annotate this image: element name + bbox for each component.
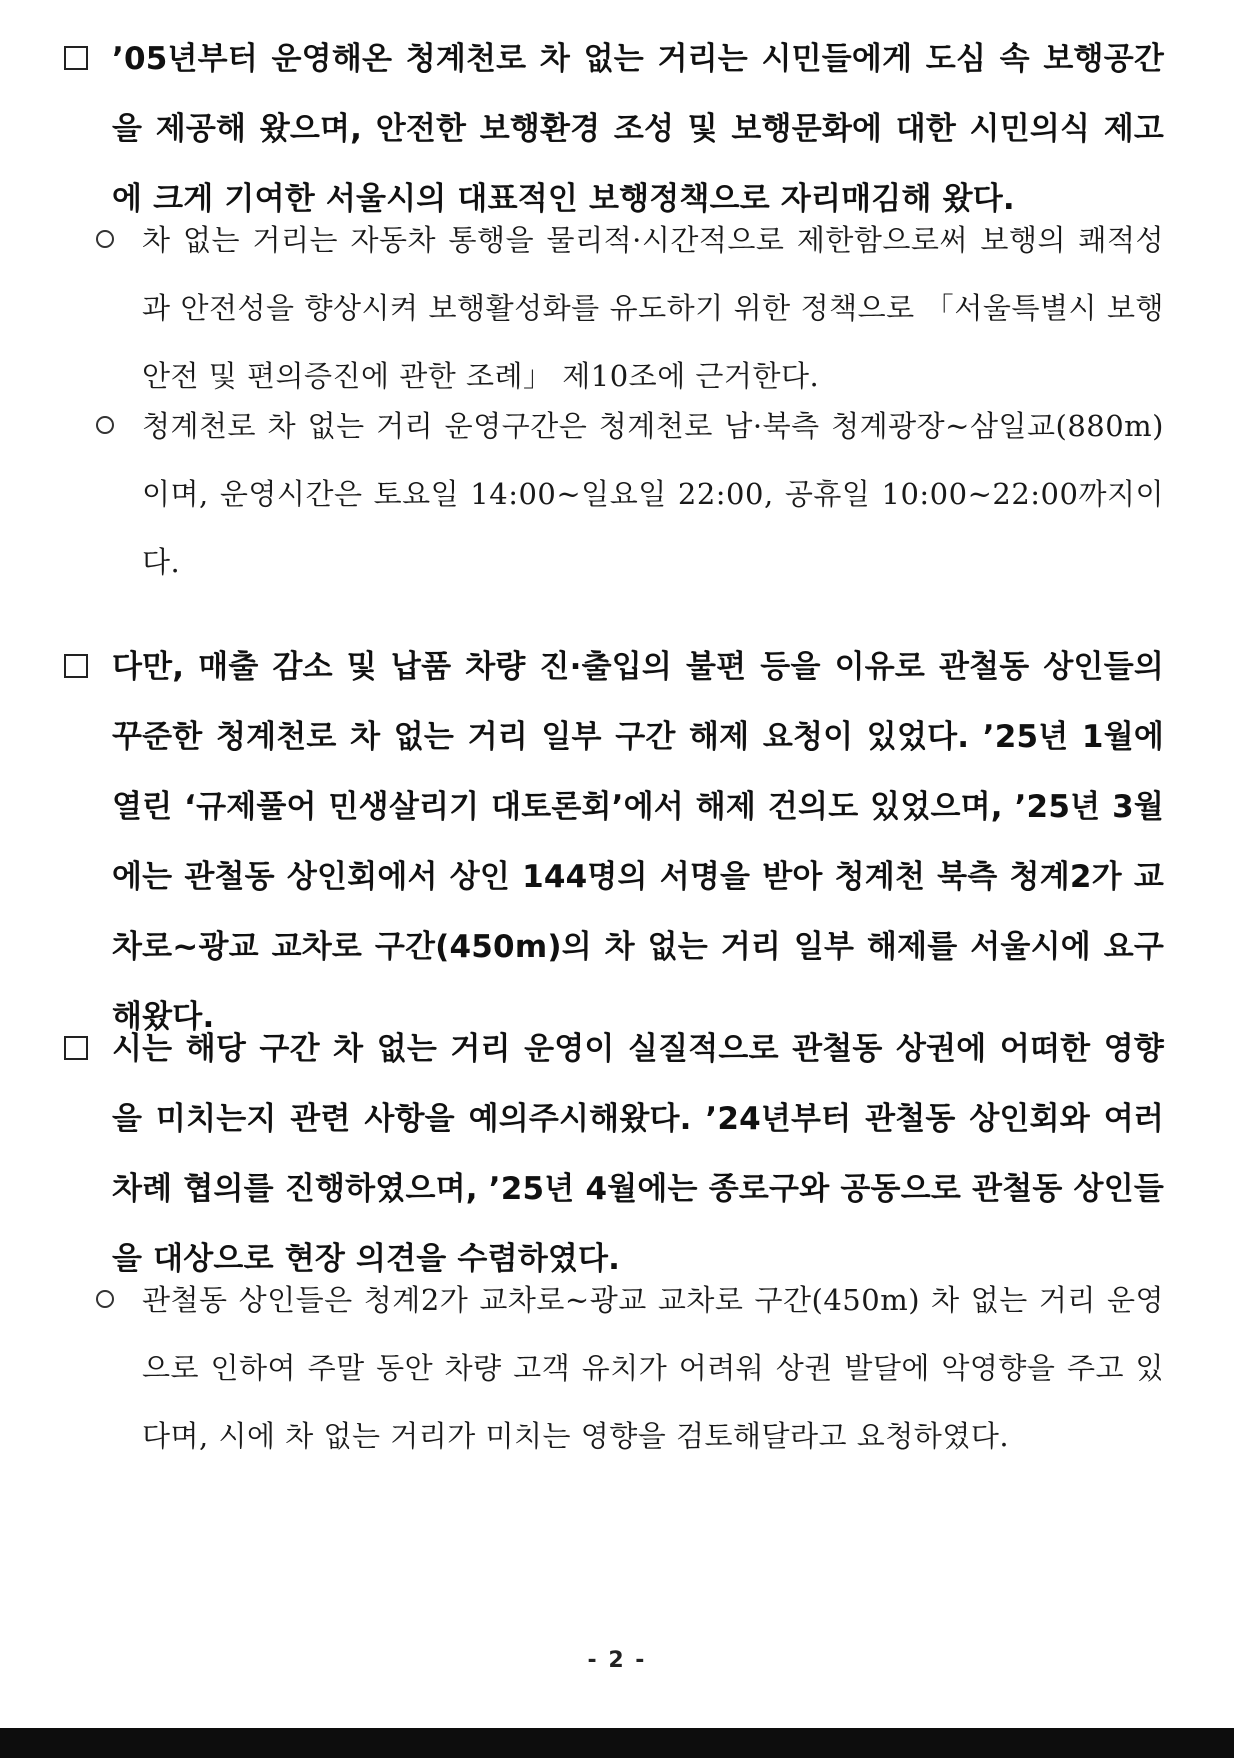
circle-bullet-icon [96,416,114,434]
square-bullet-icon [64,654,88,678]
square-bullet-icon [64,1036,88,1060]
section-1-text: ’05년부터 운영해온 청계천로 차 없는 거리는 시민들에게 도심 속 보행공간을 제공해 왔으며, 안전한 보행환경 조성 및 보행문화에 대한 시민의식 제고에 크게 기여한 서울시의 대표적인 보행정책으로 자리매김해 왔다. [112,41,1164,217]
section-1-sub-1-text: 차 없는 거리는 자동차 통행을 물리적·시간적으로 제한함으로써 보행의 쾌적성과 안전성을 향상시켜 보행활성화를 유도하기 위한 정책으로 「서울특별시 보행안전 및 편의증진에 관한 조례」 제10조에 근거한다. [142,223,1164,393]
circle-bullet-icon [96,230,114,248]
section-3-text: 시는 해당 구간 차 없는 거리 운영이 실질적으로 관철동 상권에 어떠한 영향을 미치는지 관련 사항을 예의주시해왔다. ’24년부터 관철동 상인회와 여러 차례 협의를 진행하였으며, ’25년 4월에는 종로구와 공동으로 관철동 상인들을 대상으로 현장 의견을 수렴하였다. [112,1031,1164,1277]
circle-bullet-icon [96,1290,114,1308]
section-1-sub-2-text: 청계천로 차 없는 거리 운영구간은 청계천로 남·북측 청계광장~삼일교(880m)이며, 운영시간은 토요일 14:00~일요일 22:00, 공휴일 10:00~22:00까지이다. [142,409,1164,579]
square-bullet-icon [64,46,88,70]
bottom-bar [0,1728,1234,1758]
section-3-sub-1-text: 관철동 상인들은 청계2가 교차로~광교 교차로 구간(450m) 차 없는 거리 운영으로 인하여 주말 동안 차량 고객 유치가 어려워 상권 발달에 악영향을 주고 있다며, 시에 차 없는 거리가 미치는 영향을 검토해달라고 요청하였다. [142,1283,1164,1453]
page-number: - 2 - [587,1648,647,1673]
section-2-text: 다만, 매출 감소 및 납품 차량 진·출입의 불편 등을 이유로 관철동 상인들의 꾸준한 청계천로 차 없는 거리 일부 구간 해제 요청이 있었다. ’25년 1월에 열린 ‘규제풀어 민생살리기 대토론회’에서 해제 건의도 있었으며, ’25년 3월에는 관철동 상인회에서 상인 144명의 서명을 받아 청계천 북측 청계2가 교차로~광교 교차로 구간(450m)의 차 없는 거리 일부 해제를 서울시에 요구해왔다. [112,649,1164,1035]
